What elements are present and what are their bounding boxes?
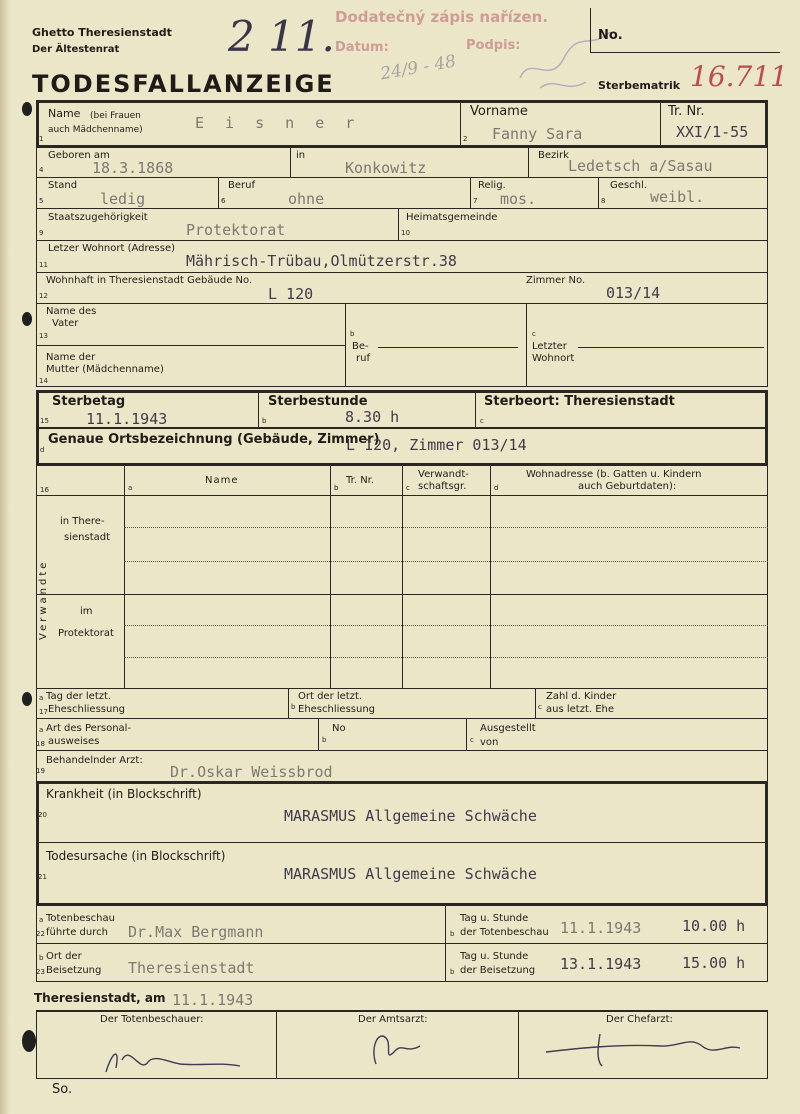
- ursache-label: Todesursache (in Blockschrift): [46, 849, 226, 863]
- rule: [36, 386, 768, 387]
- rule: [36, 240, 768, 241]
- rule: [526, 304, 527, 386]
- beisetzung-time-label: Tag u. Stunde: [460, 951, 529, 962]
- field-number-22: 22: [36, 930, 45, 938]
- punch-hole: [22, 312, 32, 326]
- letzter-label: Letzter: [532, 341, 567, 352]
- rule: [36, 177, 768, 178]
- field-number-7: 7: [473, 197, 478, 205]
- letter-b3: b: [322, 736, 327, 744]
- sterbeort-label: Sterbeort: Theresienstadt: [484, 394, 675, 409]
- field-number-17: 17: [39, 708, 48, 716]
- paper-edge-left: [0, 0, 10, 1114]
- stand-value: ledig: [100, 190, 146, 208]
- rule: [36, 1010, 37, 1078]
- rule: [767, 906, 768, 982]
- rule: [36, 718, 768, 719]
- ort-label: Ort der letzt.: [298, 691, 363, 702]
- field-number-13: 13: [39, 332, 48, 340]
- trnr-label: Tr. Nr.: [668, 104, 705, 119]
- rule: [535, 688, 536, 718]
- letter-a3: a: [39, 916, 44, 924]
- letter-b5: b: [39, 954, 44, 962]
- rule: [258, 390, 259, 428]
- rule: [345, 304, 346, 386]
- field-number-21: 21: [38, 873, 47, 881]
- rule: [36, 208, 768, 209]
- letter-c: c: [538, 703, 542, 711]
- sterbetag-label: Sterbetag: [52, 394, 126, 409]
- krankheit-label: Krankheit (in Blockschrift): [46, 787, 202, 801]
- so-label: So.: [52, 1082, 73, 1097]
- rule: [660, 100, 661, 146]
- sterbestunde-value: 8.30 h: [345, 408, 400, 426]
- rule: [528, 148, 529, 177]
- ursache-value: MARASMUS Allgemeine Schwäche: [284, 865, 537, 883]
- sterbetag-value: 11.1.1943: [86, 410, 168, 428]
- geboren-label: Geboren am: [48, 150, 110, 161]
- col-letter-c: c: [406, 484, 410, 492]
- beschau-hour: 10.00 h: [682, 917, 746, 935]
- beruf-value: ohne: [288, 190, 325, 208]
- beschau-label2: führte durch: [46, 927, 108, 938]
- tag-label2: Eheschliessung: [48, 704, 126, 715]
- field-number-12: 12: [39, 292, 48, 300]
- rule: [767, 688, 768, 782]
- field-number-20: 20: [38, 811, 47, 819]
- beruf2-label2: ruf: [356, 353, 370, 364]
- col-verwandt2: schaftsgr.: [418, 481, 467, 492]
- rule: [36, 1010, 768, 1012]
- vater-label2: Vater: [52, 318, 79, 329]
- geboren-value: 18.3.1868: [92, 159, 174, 177]
- col-name: Name: [205, 475, 239, 486]
- col-letter-a: a: [128, 484, 133, 492]
- ausweis-no-label: No: [332, 723, 346, 734]
- dotted-rule: [124, 561, 768, 562]
- relig-value: mos.: [500, 190, 537, 208]
- beisetzung-label: Ort der: [46, 951, 82, 962]
- stamp-podpis-label: Podpis:: [466, 38, 521, 53]
- in-label: in: [296, 150, 306, 161]
- beschau-value: Dr.Max Bergmann: [128, 923, 264, 941]
- col-trnr: Tr. Nr.: [346, 475, 375, 486]
- krankheit-value: MARASMUS Allgemeine Schwäche: [284, 807, 537, 825]
- beruf2-label: Be-: [352, 341, 369, 352]
- row-protektorat: Protektorat: [58, 628, 114, 639]
- arzt-value: Dr.Oskar Weissbrod: [170, 763, 333, 781]
- beisetzung-hour: 15.00 h: [682, 954, 746, 972]
- wohnhaft-label: Wohnhaft in Theresienstadt Gebäude No.: [46, 275, 253, 286]
- row-in-there2: sienstadt: [64, 532, 111, 543]
- letter-b4: b: [450, 930, 455, 938]
- geschl-label: Geschl.: [610, 180, 647, 191]
- rule: [470, 178, 471, 208]
- ortsbez-label: Genaue Ortsbezeichnung (Gebäude, Zimmer): [48, 432, 380, 447]
- place-date: 11.1.1943: [172, 991, 254, 1009]
- rule: [36, 148, 37, 386]
- rule: [378, 347, 518, 348]
- stamp-heading: Dodatečný zápis nařízen.: [335, 8, 549, 26]
- geschl-value: weibl.: [650, 188, 705, 206]
- letter-a: a: [39, 694, 44, 702]
- handwritten-number: 2 11.: [228, 12, 335, 61]
- dotted-rule: [124, 625, 768, 626]
- kinder-label: Zahl d. Kinder: [546, 691, 617, 702]
- dotted-rule: [124, 657, 768, 658]
- org-line2: Der Ältestenrat: [32, 44, 120, 55]
- rule: [218, 178, 219, 208]
- stamp-datum-label: Datum:: [335, 40, 389, 55]
- letter-a2: a: [39, 726, 44, 734]
- col-letter-d: d: [494, 484, 499, 492]
- rule: [36, 100, 768, 103]
- beschau-date: 11.1.1943: [560, 919, 642, 937]
- field-number-8: 8: [601, 197, 606, 205]
- rule: [36, 781, 39, 906]
- rule: [36, 390, 768, 393]
- vorname-value: Fanny Sara: [492, 125, 583, 143]
- sterbematrik-value: 16.711: [690, 60, 788, 93]
- dotted-rule: [124, 527, 768, 528]
- punch-hole: [22, 1030, 36, 1052]
- rule: [445, 906, 446, 982]
- staat-label: Staatszugehörigkeit: [48, 212, 148, 223]
- field-number-1: 1: [39, 135, 44, 143]
- rule: [36, 466, 37, 688]
- rule: [36, 842, 768, 843]
- ausgestellt-label2: von: [480, 737, 499, 748]
- rule: [318, 718, 319, 750]
- col-verwandt: Verwandt-: [418, 469, 469, 480]
- rule: [290, 148, 291, 177]
- rule: [578, 347, 764, 348]
- beisetzung-date: 13.1.1943: [560, 955, 642, 973]
- rule: [36, 981, 768, 982]
- beisetzung-value: Theresienstadt: [128, 959, 255, 977]
- rule: [36, 345, 345, 346]
- place-label: Theresienstadt, am: [34, 991, 166, 1005]
- ausweis-label2: ausweises: [48, 736, 100, 747]
- field-number-14: 14: [39, 377, 48, 385]
- staat-value: Protektorat: [186, 221, 286, 239]
- heimat-label: Heimatsgemeinde: [406, 212, 498, 223]
- rule: [36, 781, 768, 784]
- field-number-5: 5: [39, 197, 44, 205]
- field-letter-c2: c: [480, 417, 484, 425]
- field-number-23: 23: [36, 968, 45, 976]
- zimmer-label: Zimmer No.: [526, 275, 586, 286]
- field-number-18: 18: [36, 740, 45, 748]
- row-in-there: in There-: [60, 516, 105, 527]
- stand-label: Stand: [48, 180, 78, 191]
- rule: [767, 1010, 768, 1078]
- rule: [36, 303, 768, 304]
- col-wohn: Wohnadresse (b. Gatten u. Kindern: [526, 469, 702, 480]
- rule: [402, 466, 403, 688]
- field-number-10: 10: [401, 229, 410, 237]
- vater-label: Name des: [46, 306, 97, 317]
- field-number-15: 15: [40, 417, 49, 425]
- signature-amtsarzt: [356, 1024, 436, 1072]
- stamp-date-written: 24/9 - 48: [378, 51, 458, 85]
- ort-label2: Eheschliessung: [298, 704, 376, 715]
- sterbestunde-label: Sterbestunde: [268, 394, 368, 409]
- bezirk-value: Ledetsch a/Sasau: [568, 157, 713, 175]
- rule: [36, 943, 768, 944]
- no-underline: [590, 52, 780, 53]
- name-value: E i s n e r: [195, 114, 361, 132]
- rule: [598, 178, 599, 208]
- org-line1: Ghetto Theresienstadt: [32, 26, 172, 39]
- in-value: Konkowitz: [345, 159, 427, 177]
- trnr-value: XXI/1-55: [676, 123, 749, 141]
- field-letter-b2: b: [262, 417, 267, 425]
- field-letter-c: c: [532, 330, 536, 338]
- rule: [490, 466, 491, 688]
- col-wohn2: auch Geburtdaten):: [578, 481, 677, 492]
- signature-totenbeschauer: [90, 1032, 250, 1084]
- sig1-label: Der Totenbeschauer:: [100, 1014, 204, 1025]
- tag-label: Tag der letzt.: [46, 691, 112, 702]
- name-sub-label: (bei Frauen: [90, 111, 141, 121]
- field-number-4: 4: [39, 166, 44, 174]
- letter-c3: c: [470, 736, 474, 744]
- rule: [36, 903, 768, 906]
- vorname-label: Vorname: [470, 104, 528, 119]
- mutter-label: Name der: [46, 352, 96, 363]
- sterbematrik-label: Sterbematrik: [598, 79, 681, 92]
- zimmer-value: 013/14: [606, 284, 661, 302]
- wohnort-label: Letzer Wohnort (Adresse): [48, 243, 176, 254]
- rule: [288, 688, 289, 718]
- field-number-19: 19: [36, 767, 45, 775]
- rule: [765, 781, 768, 906]
- bezirk-label: Bezirk: [538, 150, 569, 161]
- beisetzung-time-label2: der Beisetzung: [460, 965, 536, 976]
- field-letter-d: d: [40, 446, 45, 454]
- rule: [36, 145, 768, 148]
- letter-b6: b: [450, 968, 455, 976]
- mutter-label2: Mutter (Mädchenname): [46, 364, 164, 375]
- rule: [36, 688, 768, 689]
- no-box-line: [590, 8, 591, 53]
- field-number-6: 6: [221, 197, 226, 205]
- rule: [767, 148, 768, 386]
- rule: [767, 466, 768, 688]
- sig3-label: Der Chefarzt:: [606, 1014, 673, 1025]
- rule: [124, 466, 125, 688]
- punch-hole: [22, 102, 32, 116]
- ortsbez-value: L 120, Zimmer 013/14: [346, 436, 527, 454]
- doc-title: TODESFALLANZEIGE: [32, 70, 335, 98]
- ausweis-label: Art des Personal-: [46, 723, 132, 734]
- name-label: Name: [48, 107, 81, 120]
- rule: [330, 466, 331, 688]
- letter-b: b: [291, 703, 296, 711]
- name-sub-label2: auch Mädchenname): [48, 125, 143, 135]
- arzt-label: Behandelnder Arzt:: [46, 755, 143, 766]
- rule: [36, 750, 768, 751]
- rule: [36, 272, 768, 273]
- no-label: No.: [598, 28, 623, 43]
- rule: [518, 1010, 519, 1078]
- signature-chefarzt: [540, 1026, 750, 1072]
- letzter-label2: Wohnort: [532, 353, 575, 364]
- beschau-time-label2: der Totenbeschau: [460, 927, 549, 938]
- field-letter-b: b: [350, 330, 355, 338]
- rule: [475, 390, 476, 428]
- rule: [276, 1010, 277, 1078]
- field-number-9: 9: [39, 229, 44, 237]
- row-im: im: [80, 606, 93, 617]
- field-number-11: 11: [39, 261, 48, 269]
- rule: [398, 209, 399, 240]
- rule: [460, 100, 461, 146]
- vertical-verwandte: Verwandte: [38, 559, 49, 640]
- ausgestellt-label: Ausgestellt: [480, 723, 536, 734]
- field-number-16: 16: [40, 486, 49, 494]
- rule: [765, 100, 768, 148]
- sig2-label: Der Amtsarzt:: [358, 1014, 428, 1025]
- beschau-time-label: Tag u. Stunde: [460, 913, 529, 924]
- kinder-label2: aus letzt. Ehe: [546, 704, 615, 715]
- wohnort-value: Mährisch-Trübau,Olmützerstr.38: [186, 252, 457, 270]
- relig-label: Relig.: [478, 180, 506, 191]
- wohnhaft-value: L 120: [268, 285, 314, 303]
- beschau-label: Totenbeschau: [46, 913, 115, 924]
- punch-hole: [22, 692, 32, 706]
- beruf-label: Beruf: [228, 180, 255, 191]
- field-number-2: 2: [463, 135, 468, 143]
- rule: [466, 718, 467, 750]
- beisetzung-label2: Beisetzung: [46, 965, 102, 976]
- col-letter-b: b: [334, 484, 339, 492]
